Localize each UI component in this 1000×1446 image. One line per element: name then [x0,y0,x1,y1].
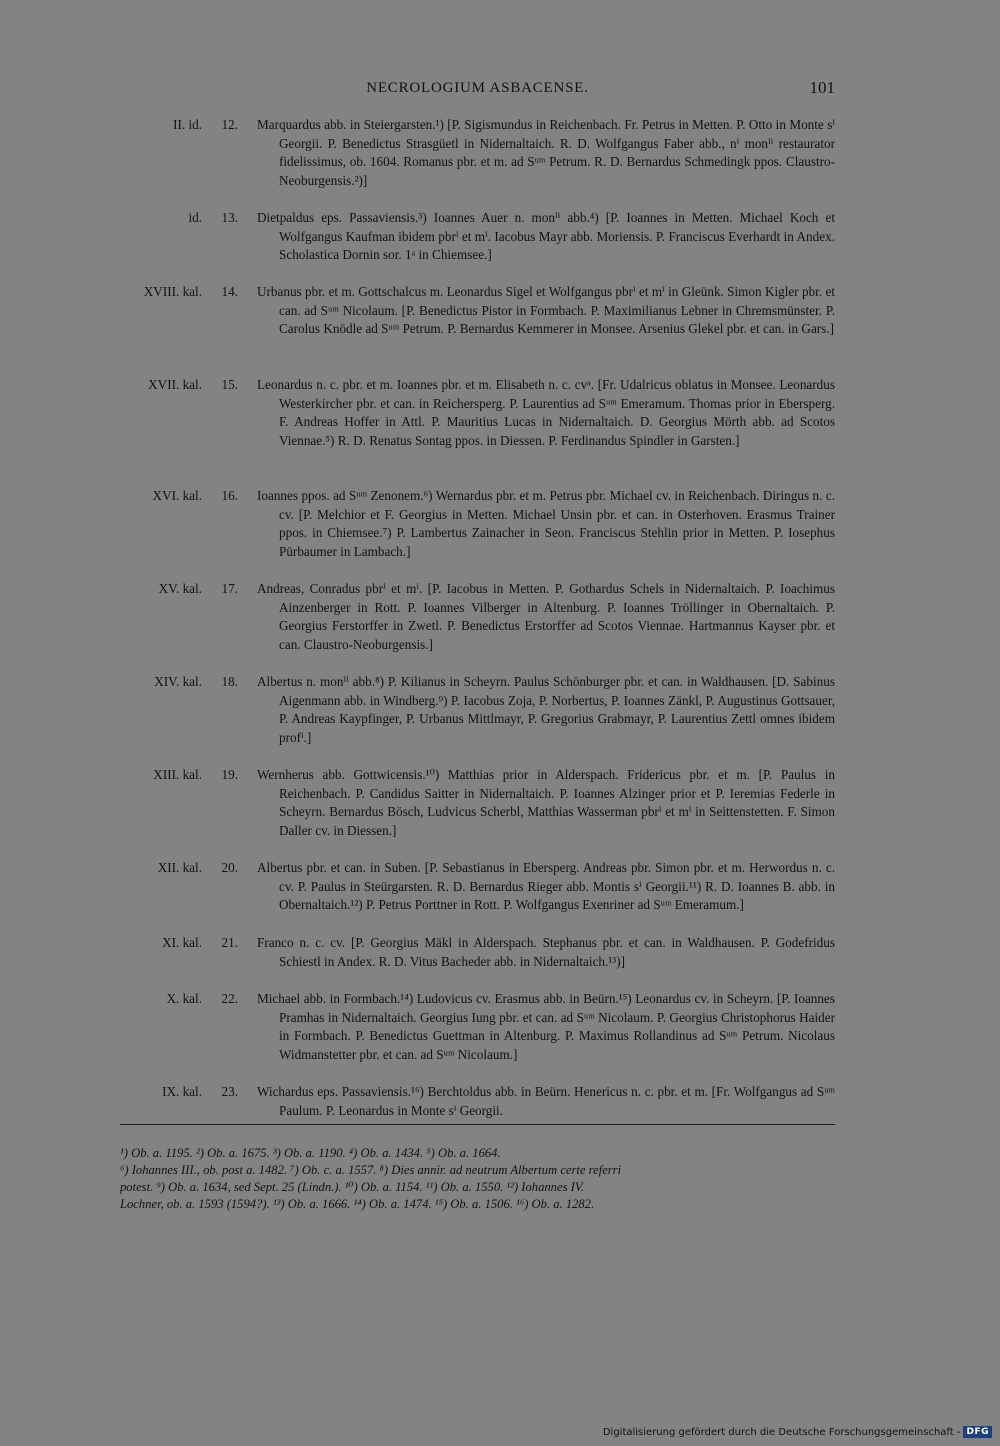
entry-day: 15. [221,377,238,392]
entry-text: Urbanus pbr. et m. Gottschalcus m. Leonardus Sigel et Wolfgangus pbrⁱ et mⁱ in Gleünk. Simon Kigler pbr. et can. ad Sᵘᵐ Nicolaum. [P. Benedictus Pistor in Formbach. P. Maximilianus Lebner in Chremsmünster. P. Carolus Knödle ad Sᵘᵐ Petrum. P. Bernardus Kemmerer in Monsee. Arsenius Glekel pbr. et can. in Gars.] [257,284,835,337]
footnote-line: ¹) Ob. a. 1195. ²) Ob. a. 1675. ³) Ob. a. 1190. ⁴) Ob. a. 1434. ⁵) Ob. a. 1664. [120,1146,501,1160]
entry-date: id. [188,210,202,225]
entry-text: Leonardus n. c. pbr. et m. Ioannes pbr. et m. Elisabeth n. c. cvᵃ. [Fr. Udalricus oblatus in Monsee. Leonardus Westerkircher pbr. et can. in Reichersperg. P. Laurentius ad Sᵘᵐ Emeramum. Thomas prior in Ebersperg. F. Andreas Hoffer in Attl. P. Mauritius Lucas in Nidernaltaich. D. Georgius Mörth abb. ad Scotos Viennae.⁵) R. D. Renatus Sontag ppos. in Diessen. P. Ferdinandus Spindler in Garsten.] [257,377,835,448]
entry-day: 20. [221,860,238,875]
entry-day: 16. [221,488,238,503]
entry-date: X. kal. [166,991,202,1006]
entry-23 [120,1083,835,1121]
footnotes [120,1145,835,1213]
entry-text: Marquardus abb. in Steiergarsten.¹) [P. Sigismundus in Reichenbach. Fr. Petrus in Metten. P. Otto in Monte sⁱ Georgii. P. Benedictus Strasgüetl in Nidernaltaich. R. D. Wolfgangus Faber abb., nⁱ monⁱⁱ restaurator fidelissimus, ob. 1604. Romanus pbr. et m. ad Sᵘᵐ Petrum. R. D. Bernardus Schmedingk ppos. Claustro-Neoburgensis.²)] [257,117,835,188]
entry-14 [120,283,835,376]
entry-date: XIII. kal. [153,767,202,782]
entry-text: Wichardus eps. Passaviensis.¹⁶) Berchtoldus abb. in Beürn. Henericus n. c. pbr. et m. [Fr. Wolfgangus ad Sᵘᵐ Paulum. P. Leonardus in Monte sⁱ Georgii. [257,1084,835,1118]
entry-date: XI. kal. [162,935,202,950]
entry-day: 17. [221,581,238,596]
entry-text: Andreas, Conradus pbrⁱ et mⁱ. [P. Iacobus in Metten. P. Gothardus Schels in Nidernaltaich. P. Ioachimus Ainzenberger in Rott. P. Ioannes Vilberger in Altenburg. P. Ioannes Tröllinger in Obernaltaich. P. Georgius Ferstorffer in Zwetl. P. Benedictus Erstorffer ad Scotos Viennae. Hartmannus Kayser pbr. et can. Claustro-Neoburgensis.] [257,581,835,652]
entry-18 [120,673,835,766]
entry-date: IX. kal. [162,1084,202,1099]
entry-day: 14. [221,284,238,299]
entry-day: 13. [221,210,238,225]
entry-15 [120,376,835,487]
page-number: 101 [809,78,835,97]
footnote-divider [120,1124,835,1125]
entry-21 [120,934,835,990]
entry-date: XVII. kal. [148,377,202,392]
entry-16 [120,487,835,580]
funding-text: Digitalisierung gefördert durch die Deutsche Forschungsgemeinschaft - [602,1426,961,1438]
entry-text: Albertus pbr. et can. in Suben. [P. Sebastianus in Ebersperg. Andreas pbr. Simon pbr. et m. Herwordus n. c. cv. P. Paulus in Steürgarsten. R. D. Bernardus Rieger abb. Montis sⁱ Georgii.¹¹) R. D. Ioannes B. abb. in Obernaltaich.¹²) P. Petrus Porttner in Rott. P. Wolfgangus Exenriner ad Sᵘᵐ Emeramum.] [257,860,835,913]
entry-date: XII. kal. [157,860,202,875]
entry-text: Franco n. c. cv. [P. Georgius Mäkl in Alderspach. Stephanus pbr. et can. in Waldhausen. P. Godefridus Schiestl in Andex. R. D. Vitus Bacheder abb. in Nidernaltaich.¹³)] [257,935,835,969]
entry-day: 22. [221,991,238,1006]
entry-20 [120,859,835,934]
entry-day: 19. [221,767,238,782]
footnote-line: ⁶) Iohannes III., ob. post a. 1482. ⁷) Ob. c. a. 1557. ⁸) Dies annir. ad neutrum Albertum certe referri [120,1163,622,1177]
necrology-entries [120,116,835,1121]
entry-13 [120,209,835,283]
entry-date: XIV. kal. [154,674,202,689]
dfg-logo: DFG [963,1426,992,1438]
entry-text: Albertus n. monⁱⁱ abb.⁸) P. Kilianus in Scheyrn. Paulus Schönburger pbr. et can. in Waldhausen. [D. Sabinus Aigenmann abb. in Windberg.⁹) P. Iacobus Zoja, P. Norbertus, P. Ioannes Zänkl, P. Augustinus Gottsauer, P. Andreas Kaypfinger, P. Urbanus Mittlmayr, P. Gregorius Grabmayr, P. Laurentius Zettl omnes ibidem profⁱ.] [257,674,835,745]
funding-banner [603,1426,992,1438]
entry-19 [120,766,835,859]
entry-text: Wernherus abb. Gottwicensis.¹⁰) Matthias prior in Alderspach. Fridericus pbr. et m. [P. Paulus in Reichenbach. P. Candidus Saitter in Nidernaltaich. P. Ioannes Alzinger prior et P. Ieremias Federle in Scheyrn. Bernardus Bösch, Ludvicus Scherbl, Matthias Wasserman pbrⁱ et mⁱ in Seittenstetten. F. Simon Daller cv. in Diessen.] [257,767,835,838]
footnote-line: Lochner, ob. a. 1593 (1594?). ¹³) Ob. a. 1666. ¹⁴) Ob. a. 1474. ¹⁵) Ob. a. 1506. ¹⁶) Ob. a. 1282. [120,1197,595,1211]
entry-day: 18. [221,674,238,689]
entry-date: II. id. [173,117,202,132]
entry-date: XVIII. kal. [143,284,202,299]
entry-day: 21. [221,935,238,950]
entry-date: XV. kal. [158,581,202,596]
entry-day: 23. [221,1084,238,1099]
entry-date: XVI. kal. [152,488,202,503]
running-title: NECROLOGIUM ASBACENSE. [366,80,589,96]
entry-text: Michael abb. in Formbach.¹⁴) Ludovicus cv. Erasmus abb. in Beürn.¹⁵) Leonardus cv. in Scheyrn. [P. Ioannes Pramhas in Nidernaltaich. Georgius Iung pbr. et can. ad Sᵘᵐ Nicolaum. P. Georgius Christophorus Haider in Formbach. P. Benedictus Guettman in Altenburg. P. Maximus Rollandinus ad Sᵘᵐ Petrum. Nicolaus Widmanstetter pbr. et can. ad Sᵘᵐ Nicolaum.] [257,991,835,1062]
entry-22 [120,990,835,1083]
page-header [120,78,835,102]
entry-day: 12. [221,117,238,132]
entry-12 [120,116,835,209]
footnote-line: potest. ⁹) Ob. a. 1634, sed Sept. 25 (Lindn.). ¹⁰) Ob. a. 1154. ¹¹) Ob. a. 1550. ¹²) Iohannes IV. [120,1180,585,1194]
entry-text: Ioannes ppos. ad Sᵘᵐ Zenonem.⁶) Wernardus pbr. et m. Petrus pbr. Michael cv. in Reichenbach. Diringus n. c. cv. [P. Melchior et F. Georgius in Metten. Michael Unsin pbr. et can. in Osterhoven. Erasmus Trainer ppos. in Chiemsee.⁷) P. Lambertus Zainacher in Seon. Franciscus Stehlin prior in Metten. P. Iosephus Pürbaumer in Lambach.] [257,488,835,559]
entry-17 [120,580,835,673]
entry-text: Dietpaldus eps. Passaviensis.³) Ioannes Auer n. monⁱⁱ abb.⁴) [P. Ioannes in Metten. Michael Koch et Wolfgangus Kaufman ibidem pbrⁱ et mⁱ. Iacobus Mayr abb. Moriensis. P. Franciscus Everhardt in Andex. Scholastica Dornin sor. 1ᵃ in Chiemsee.] [257,210,835,263]
